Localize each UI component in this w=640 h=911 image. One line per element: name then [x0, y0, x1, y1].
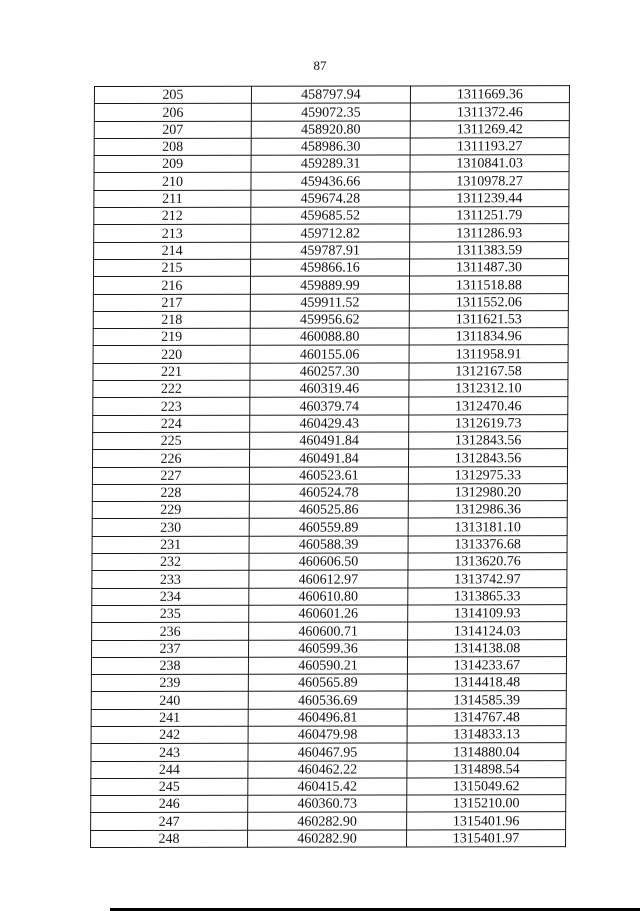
y-coordinate-cell: 1313181.10: [408, 518, 567, 536]
table-row: [93, 449, 568, 467]
point-number-cell: 221: [93, 363, 250, 381]
x-coordinate-cell: 460491.84: [250, 449, 409, 467]
x-coordinate-cell: 459436.66: [251, 172, 410, 190]
table-row: [92, 570, 567, 588]
table-row: [94, 224, 569, 242]
point-number-cell: 237: [92, 640, 249, 658]
x-coordinate-cell: 460601.26: [249, 605, 408, 623]
y-coordinate-cell: 1313620.76: [408, 553, 567, 571]
table-row: [92, 553, 567, 571]
point-number-cell: 235: [92, 605, 249, 623]
x-coordinate-cell: 460536.69: [248, 691, 407, 709]
y-coordinate-cell: 1314585.39: [407, 691, 566, 709]
y-coordinate-cell: 1310841.03: [410, 155, 569, 173]
table-row: [92, 639, 567, 657]
x-coordinate-cell: 460360.73: [248, 795, 407, 813]
table-row: [92, 484, 567, 502]
point-number-cell: 218: [93, 311, 250, 329]
table-row: [94, 86, 569, 104]
table-row: [92, 535, 567, 553]
x-coordinate-cell: 460491.84: [250, 432, 409, 450]
x-coordinate-cell: 460525.86: [249, 501, 408, 519]
x-coordinate-cell: 460282.90: [248, 830, 407, 848]
y-coordinate-cell: 1311958.91: [409, 345, 568, 363]
table-row: [91, 778, 566, 796]
x-coordinate-cell: 460524.78: [249, 484, 408, 502]
y-coordinate-cell: 1313376.68: [408, 535, 567, 553]
table-row: [93, 380, 568, 398]
x-coordinate-cell: 460429.43: [250, 415, 409, 433]
x-coordinate-cell: 459889.99: [250, 276, 409, 294]
x-coordinate-cell: 459956.62: [250, 311, 409, 329]
point-number-cell: 212: [94, 207, 251, 225]
y-coordinate-cell: 1314124.03: [408, 622, 567, 640]
table-row: [93, 432, 568, 450]
point-number-cell: 232: [92, 553, 249, 571]
point-number-cell: 242: [91, 726, 248, 744]
y-coordinate-cell: 1312470.46: [409, 397, 568, 415]
point-number-cell: 229: [92, 501, 249, 519]
point-number-cell: 228: [92, 484, 249, 502]
y-coordinate-cell: 1313865.33: [408, 587, 567, 605]
y-coordinate-cell: 1315049.62: [407, 778, 566, 796]
table-row: [94, 172, 569, 190]
y-coordinate-cell: 1314767.48: [407, 708, 566, 726]
table-row: [91, 691, 566, 709]
y-coordinate-cell: 1311269.42: [410, 120, 569, 138]
y-coordinate-cell: 1314138.08: [408, 639, 567, 657]
point-number-cell: 224: [93, 415, 250, 433]
y-coordinate-cell: 1311621.53: [409, 311, 568, 329]
y-coordinate-cell: 1312843.56: [409, 432, 568, 450]
x-coordinate-cell: 460610.80: [249, 588, 408, 606]
point-number-cell: 238: [91, 657, 248, 675]
x-coordinate-cell: 460479.98: [248, 726, 407, 744]
point-number-cell: 234: [92, 588, 249, 606]
table-row: [91, 760, 566, 778]
x-coordinate-cell: 460088.80: [250, 328, 409, 346]
table-row: [93, 293, 568, 311]
x-coordinate-cell: 459685.52: [251, 207, 410, 225]
y-coordinate-cell: 1311834.96: [409, 328, 568, 346]
point-number-cell: 236: [92, 622, 249, 640]
x-coordinate-cell: 460282.90: [248, 812, 407, 830]
point-number-cell: 227: [92, 467, 249, 485]
point-number-cell: 213: [94, 225, 251, 243]
point-number-cell: 220: [93, 346, 250, 364]
table-row: [94, 138, 569, 156]
y-coordinate-cell: 1314880.04: [407, 743, 566, 761]
x-coordinate-cell: 460523.61: [249, 466, 408, 484]
table-row: [91, 656, 566, 674]
x-coordinate-cell: 458797.94: [251, 86, 410, 104]
table-row: [92, 622, 567, 640]
table-row: [91, 708, 566, 726]
point-number-cell: 205: [94, 86, 251, 104]
x-coordinate-cell: 459866.16: [250, 259, 409, 277]
table-row: [93, 328, 568, 346]
y-coordinate-cell: 1315401.97: [407, 829, 566, 847]
table-row: [91, 812, 566, 830]
point-number-cell: 207: [94, 121, 251, 139]
x-coordinate-cell: 459072.35: [251, 103, 410, 121]
y-coordinate-cell: 1312167.58: [409, 362, 568, 380]
x-coordinate-cell: 459674.28: [251, 190, 410, 208]
y-coordinate-cell: 1312986.36: [408, 501, 567, 519]
point-number-cell: 208: [94, 138, 251, 156]
y-coordinate-cell: 1311286.93: [410, 224, 569, 242]
x-coordinate-cell: 460600.71: [249, 622, 408, 640]
y-coordinate-cell: 1313742.97: [408, 570, 567, 588]
table-row: [92, 587, 567, 605]
table-row: [93, 276, 568, 294]
y-coordinate-cell: 1311669.36: [410, 86, 569, 104]
table-row: [93, 397, 568, 415]
x-coordinate-cell: 460257.30: [250, 363, 409, 381]
y-coordinate-cell: 1314418.48: [407, 674, 566, 692]
y-coordinate-cell: 1312975.33: [408, 466, 567, 484]
table-row: [92, 605, 567, 623]
table-row: [93, 345, 568, 363]
x-coordinate-cell: 460612.97: [249, 570, 408, 588]
table-row: [91, 743, 566, 761]
point-number-cell: 210: [94, 173, 251, 191]
table-row: [91, 674, 566, 692]
table-row: [94, 207, 569, 225]
point-number-cell: 225: [93, 432, 250, 450]
table-row: [92, 501, 567, 519]
point-number-cell: 246: [91, 795, 248, 813]
y-coordinate-cell: 1310978.27: [410, 172, 569, 190]
table-row: [92, 466, 567, 484]
table-row: [91, 795, 566, 813]
x-coordinate-cell: 459289.31: [251, 155, 410, 173]
x-coordinate-cell: 459911.52: [250, 294, 409, 312]
y-coordinate-cell: 1311518.88: [409, 276, 568, 294]
x-coordinate-cell: 460565.89: [248, 674, 407, 692]
x-coordinate-cell: 460606.50: [249, 553, 408, 571]
y-coordinate-cell: 1315401.96: [407, 812, 566, 830]
table-row: [91, 726, 566, 744]
y-coordinate-cell: 1315210.00: [407, 795, 566, 813]
point-number-cell: 211: [94, 190, 251, 208]
table-row: [94, 189, 569, 207]
page-number: 87: [313, 58, 327, 73]
point-number-cell: 239: [91, 674, 248, 692]
table-row: [92, 518, 567, 536]
x-coordinate-cell: 460467.95: [248, 743, 407, 761]
x-coordinate-cell: 460319.46: [250, 380, 409, 398]
x-coordinate-cell: 459787.91: [251, 242, 410, 260]
point-number-cell: 241: [91, 709, 248, 727]
x-coordinate-cell: 458920.80: [251, 121, 410, 139]
y-coordinate-cell: 1311239.44: [410, 189, 569, 207]
point-number-cell: 243: [91, 744, 248, 762]
y-coordinate-cell: 1314109.93: [408, 605, 567, 623]
point-number-cell: 247: [91, 813, 248, 831]
x-coordinate-cell: 459712.82: [251, 224, 410, 242]
coordinate-table: [90, 85, 570, 848]
y-coordinate-cell: 1311552.06: [409, 293, 568, 311]
table-row: [94, 241, 569, 259]
point-number-cell: 222: [93, 380, 250, 398]
y-coordinate-cell: 1314233.67: [407, 656, 566, 674]
y-coordinate-cell: 1311251.79: [410, 207, 569, 225]
y-coordinate-cell: 1311487.30: [409, 259, 568, 277]
table-row: [93, 311, 568, 329]
table-row: [93, 362, 568, 380]
point-number-cell: 240: [91, 692, 248, 710]
y-coordinate-cell: 1312843.56: [409, 449, 568, 467]
y-coordinate-cell: 1312980.20: [408, 484, 567, 502]
point-number-cell: 248: [91, 830, 248, 848]
point-number-cell: 209: [94, 155, 251, 173]
point-number-cell: 245: [91, 778, 248, 796]
point-number-cell: 214: [94, 242, 251, 260]
table-row: [94, 155, 569, 173]
point-number-cell: 231: [92, 536, 249, 554]
coordinate-table-wrapper: [90, 85, 568, 848]
x-coordinate-cell: 460590.21: [248, 657, 407, 675]
point-number-cell: 233: [92, 571, 249, 589]
point-number-cell: 230: [92, 519, 249, 537]
table-row: [94, 120, 569, 138]
y-coordinate-cell: 1314833.13: [407, 726, 566, 744]
point-number-cell: 217: [93, 294, 250, 312]
x-coordinate-cell: 460599.36: [249, 639, 408, 657]
x-coordinate-cell: 458986.30: [251, 138, 410, 156]
y-coordinate-cell: 1311372.46: [410, 103, 569, 121]
point-number-cell: 216: [93, 276, 250, 294]
table-row: [91, 829, 566, 847]
y-coordinate-cell: 1312312.10: [409, 380, 568, 398]
y-coordinate-cell: 1311383.59: [410, 241, 569, 259]
point-number-cell: 226: [93, 449, 250, 467]
table-row: [93, 414, 568, 432]
y-coordinate-cell: 1312619.73: [409, 414, 568, 432]
y-coordinate-cell: 1314898.54: [407, 760, 566, 778]
table-row: [94, 103, 569, 121]
x-coordinate-cell: 460588.39: [249, 536, 408, 554]
y-coordinate-cell: 1311193.27: [410, 138, 569, 156]
table-row: [94, 259, 569, 277]
point-number-cell: 215: [94, 259, 251, 277]
point-number-cell: 219: [93, 328, 250, 346]
point-number-cell: 223: [93, 398, 250, 416]
point-number-cell: 244: [91, 761, 248, 779]
x-coordinate-cell: 460462.22: [248, 761, 407, 779]
point-number-cell: 206: [94, 104, 251, 122]
x-coordinate-cell: 460496.81: [248, 709, 407, 727]
x-coordinate-cell: 460379.74: [250, 397, 409, 415]
x-coordinate-cell: 460415.42: [248, 778, 407, 796]
coordinate-table-body: [91, 86, 570, 848]
x-coordinate-cell: 460155.06: [250, 345, 409, 363]
x-coordinate-cell: 460559.89: [249, 518, 408, 536]
